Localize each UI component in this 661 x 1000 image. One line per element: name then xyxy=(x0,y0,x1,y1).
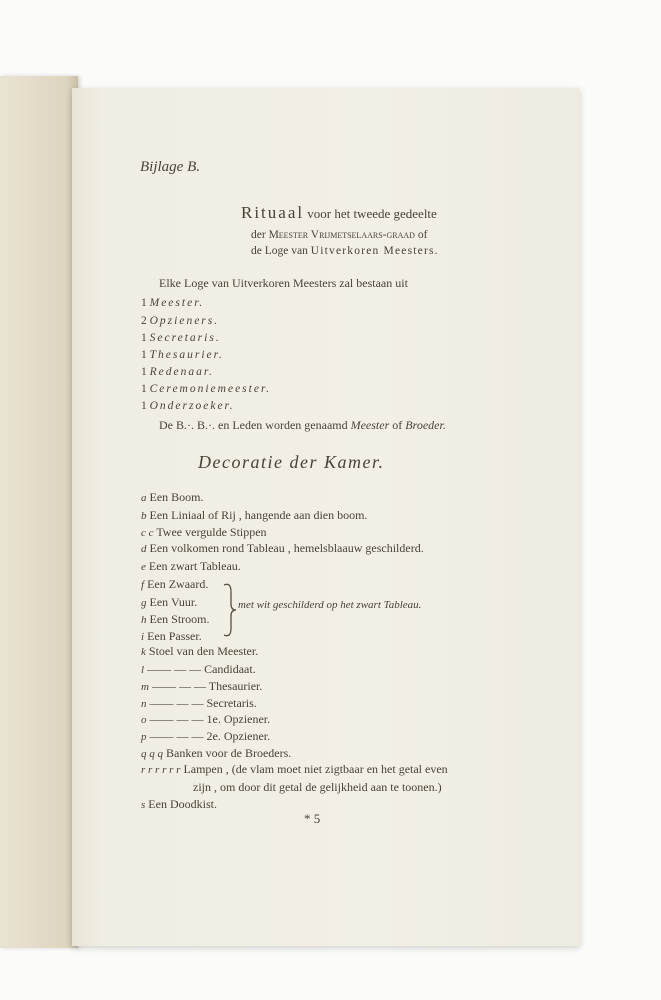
item-text: zijn , om door dit getal de gelijkheid aan te toonen.) xyxy=(193,780,442,794)
title-word: Rituaal xyxy=(241,203,305,222)
decoration-item xyxy=(141,542,424,555)
item-key: b xyxy=(141,510,147,522)
member-count: 1 xyxy=(141,349,147,361)
item-text: Een volkomen rond Tableau , hemelsblaauw geschilderd. xyxy=(149,541,424,555)
decoration-item xyxy=(141,747,291,760)
brace-note: met wit geschilderd op het zwart Tableau. xyxy=(238,599,422,611)
decoration-item xyxy=(141,663,256,676)
item-key: n xyxy=(141,698,147,710)
member-count: 1 xyxy=(141,366,147,378)
member-role: Ceremoniemeester. xyxy=(149,383,272,395)
member-item xyxy=(141,384,271,396)
item-key: e xyxy=(141,561,146,573)
item-text: Een zwart Tableau. xyxy=(148,559,241,573)
item-text: Een Passer. xyxy=(147,629,202,643)
item-key: p xyxy=(141,731,147,743)
decoration-item xyxy=(141,730,270,743)
item-text: Een Liniaal of Rij , hangende aan dien boom. xyxy=(149,508,368,522)
member-count: 1 xyxy=(141,383,147,395)
decoration-item xyxy=(141,645,258,658)
item-text: Een Doodkist. xyxy=(148,797,217,811)
item-key: q q q xyxy=(141,748,163,760)
title-line-1 xyxy=(241,204,437,221)
item-text: Een Zwaard. xyxy=(147,577,209,591)
item-text: —— — — Secretaris. xyxy=(149,696,257,710)
member-item xyxy=(141,333,221,345)
item-text: —— — — 2e. Opziener. xyxy=(149,729,271,743)
decoration-item xyxy=(141,798,217,811)
decoration-item xyxy=(141,578,208,591)
item-key: d xyxy=(141,543,147,555)
decoration-item xyxy=(141,526,267,539)
item-text: Stoel van den Meester. xyxy=(148,644,259,658)
member-item xyxy=(141,367,214,379)
item-key: o xyxy=(141,714,147,726)
appendix-heading: Bijlage B. xyxy=(140,159,200,175)
decoration-item xyxy=(141,713,270,726)
decoration-item xyxy=(141,596,197,609)
member-count: 1 xyxy=(141,297,147,309)
decoration-item xyxy=(141,560,241,573)
item-key: k xyxy=(141,646,146,658)
left-page xyxy=(0,76,78,948)
member-role: Redenaar. xyxy=(149,366,214,378)
member-item xyxy=(141,401,235,413)
decoration-item xyxy=(141,680,262,693)
decoration-item xyxy=(141,630,202,643)
t: De B.·. B.·. en Leden worden genaamd xyxy=(159,418,348,432)
t: der xyxy=(251,229,266,241)
section-title: Decoratie der Kamer. xyxy=(198,452,385,472)
member-role: Opzieners. xyxy=(149,315,220,327)
t: Meester Vrijmetselaars-graad xyxy=(268,229,415,241)
member-role: Thesaurier. xyxy=(149,349,224,361)
member-count: 2 xyxy=(141,315,147,327)
member-count: 1 xyxy=(141,400,147,412)
t: de Loge van xyxy=(251,245,308,257)
item-text: Lampen , (de vlam moet niet zigtbaar en het getal even xyxy=(183,762,448,776)
member-role: Secretaris. xyxy=(149,332,221,344)
decoration-item xyxy=(141,697,257,710)
member-item xyxy=(141,298,204,310)
item-key: r r r r r r xyxy=(141,764,181,776)
member-role: Onderzoeker. xyxy=(149,400,235,412)
naming-text xyxy=(159,419,446,431)
item-key: a xyxy=(141,492,147,504)
page-number: * 5 xyxy=(304,811,321,826)
item-key: c c xyxy=(141,527,154,539)
intro-text: Elke Loge van Uitverkoren Meesters zal bestaan uit xyxy=(159,276,408,290)
item-text: Een Boom. xyxy=(149,490,204,504)
item-key: i xyxy=(141,631,145,643)
item-text: —— — — Thesaurier. xyxy=(151,679,263,693)
item-key: l xyxy=(141,664,145,676)
member-item xyxy=(141,316,219,328)
decoration-item xyxy=(141,763,448,776)
t: of xyxy=(392,418,403,432)
item-text: Banken voor de Broeders. xyxy=(166,746,292,760)
t: of xyxy=(417,229,428,241)
title-line-3 xyxy=(251,246,439,258)
item-key: f xyxy=(141,579,145,591)
item-text: —— — — 1e. Opziener. xyxy=(149,712,271,726)
decoration-item xyxy=(141,613,210,626)
member-item xyxy=(141,350,224,362)
item-key: g xyxy=(141,597,147,609)
item-text: Twee vergulde Stippen xyxy=(156,525,267,539)
decoration-item xyxy=(193,781,442,793)
item-key: h xyxy=(141,614,147,626)
item-text: Een Stroom. xyxy=(149,612,210,626)
title-line-2 xyxy=(251,230,427,242)
t: Meester xyxy=(350,418,390,432)
item-key: s xyxy=(141,799,146,811)
t: Broeder. xyxy=(405,418,446,432)
title-rest: voor het tweede gedeelte xyxy=(307,206,437,221)
decoration-item xyxy=(141,491,204,504)
item-text: —— — — Candidaat. xyxy=(147,662,256,676)
item-text: Een Vuur. xyxy=(149,595,198,609)
member-count: 1 xyxy=(141,332,147,344)
decoration-item xyxy=(141,509,367,522)
t: Uitverkoren Meesters. xyxy=(310,245,439,257)
item-key: m xyxy=(141,681,149,693)
member-role: Meester. xyxy=(149,297,205,309)
